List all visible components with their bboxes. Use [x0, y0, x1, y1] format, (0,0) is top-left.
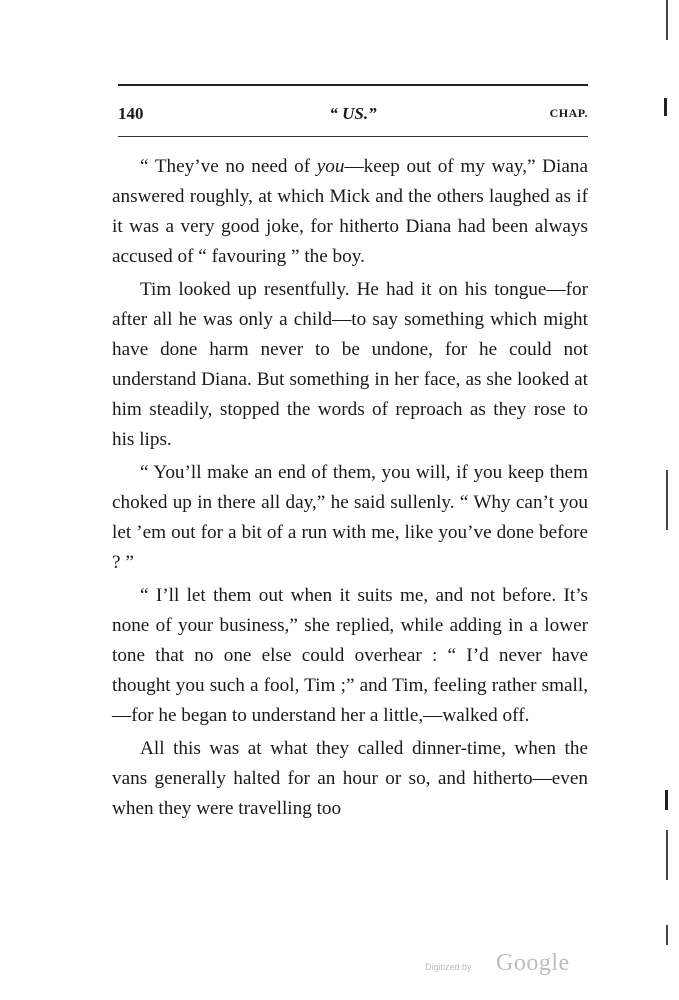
page-number: 140 [118, 104, 144, 123]
google-watermark [0, 950, 679, 980]
page-body [112, 152, 588, 827]
scan-edge-mark [666, 925, 668, 945]
paragraph: “ I’ll let them out when it suits me, and not before. It’s none of your business,” she replied, while adding in a lower tone that no one else could overhear : “ I’d never have thought you such a fool, Tim ;” and Tim, feeling rather small,—for he began to understand her a little,—walked off. [112, 585, 588, 726]
paragraph: All this was at what they called dinner-time, when the vans generally halted for an hour or so, and hitherto—even when they were travelling too [112, 738, 588, 819]
chapter-label: CHAP. [549, 106, 588, 120]
paragraph: Tim looked up resentfully. He had it on his tongue—for after all he was only a child—to say something which might have done harm never to be undone, for he could not understand Diana. But something in her face, as she looked at him steadily, stopped the words of reproach as they rose to his lips. [112, 279, 588, 450]
paragraph: “ You’ll make an end of them, you will, if you keep them choked up in there all day,” he said sullenly. “ Why can’t you let ’em out for a bit of a run with me, like you’ve done before ? ” [112, 462, 588, 573]
paragraph: “ They’ve no need of you—keep out of my way,” Diana answered roughly, at which Mick and the others laughed as if it was a very good joke, for hitherto Diana had been always accused of “ favouring ” the boy. [112, 156, 588, 267]
scan-edge-mark [665, 790, 668, 810]
scan-edge-mark [666, 470, 668, 530]
header-rule [118, 136, 588, 137]
scan-edge-mark [666, 0, 668, 40]
running-title: “ US.” [329, 104, 377, 123]
digitized-by-label: Digitized by [425, 962, 472, 972]
google-logo: Google [496, 950, 570, 976]
top-rule [118, 84, 588, 86]
emphasis: you [316, 156, 345, 177]
scan-edge-mark [664, 98, 667, 116]
running-head [118, 104, 588, 126]
scan-edge-mark [666, 830, 668, 880]
